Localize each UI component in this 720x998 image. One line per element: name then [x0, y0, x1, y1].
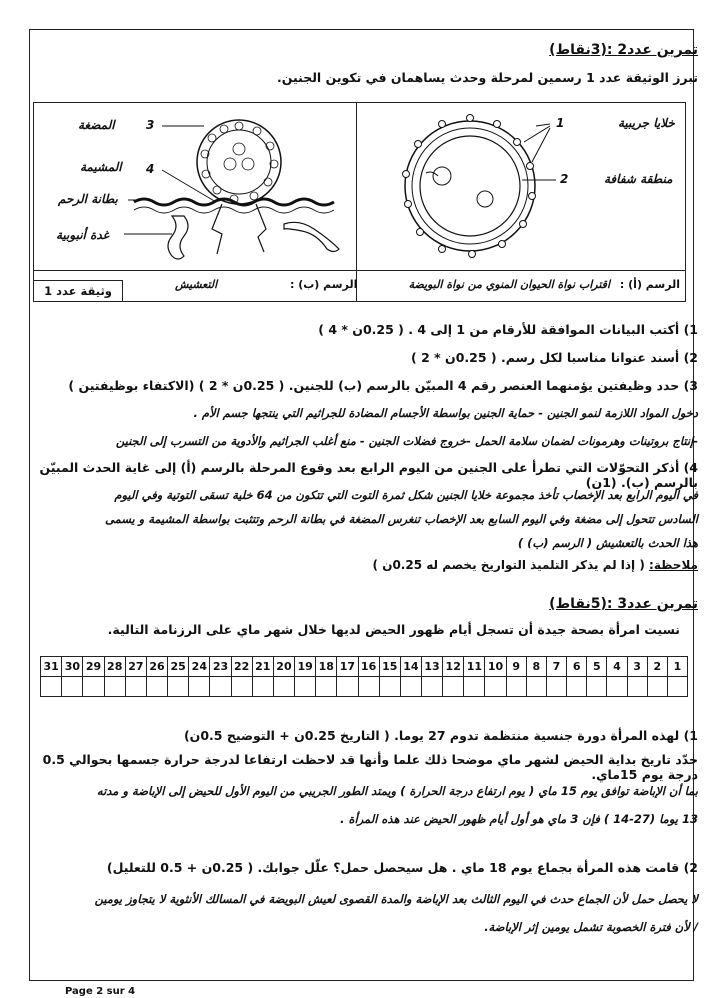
calendar-day-3: 3	[627, 657, 647, 677]
calendar-day-17: 17	[337, 657, 358, 677]
calendar-cell-12[interactable]	[443, 677, 464, 697]
calendar-cell-24[interactable]	[189, 677, 210, 697]
calendar-day-11: 11	[464, 657, 485, 677]
calendar-day-7: 7	[546, 657, 566, 677]
label-zona-pellucida: منطقة شفافة	[604, 172, 673, 186]
caption-a-text: اقتراب نواة الحيوان المنوي من نواة البويضة	[408, 278, 610, 291]
calendar-day-20: 20	[273, 657, 294, 677]
calendar-cell-28[interactable]	[104, 677, 125, 697]
calendar-cell-23[interactable]	[210, 677, 231, 697]
calendar-cell-25[interactable]	[168, 677, 189, 697]
ex3-answer-1-line-2: 13 يوما (27-14 ) فإن 3 ماي هو أول أيام ظهور الحيض عند هذه المرأة .	[340, 812, 698, 826]
calendar-day-29: 29	[83, 657, 104, 677]
calendar-day-25: 25	[168, 657, 189, 677]
ex3-answer-2-line-2: / لأن فترة الخصوبة تشمل يومين إثر الإباضة.	[484, 920, 698, 934]
label-number-3: 3	[146, 118, 155, 132]
ex2-note	[373, 558, 698, 572]
calendar-cell-2[interactable]	[647, 677, 667, 697]
calendar-cell-22[interactable]	[231, 677, 252, 697]
calendar-cell-20[interactable]	[273, 677, 294, 697]
calendar-day-31: 31	[41, 657, 62, 677]
calendar-blank-row	[41, 677, 688, 697]
may-calendar	[40, 656, 688, 697]
ex2-answer-4-line-2: السادس تتحول إلى مضغة وفي اليوم السابع بعد الإخصاب تنغرس المضغة في بطانة الرحم وتتثبت بواسطة المشيمة و يسمى	[104, 512, 698, 526]
ex2-question-2: 2) أسند عنوانا مناسبا لكل رسم. ( 0.25ن * 2 )	[411, 350, 698, 365]
calendar-day-16: 16	[358, 657, 379, 677]
ex3-question-1-cont: حدّد تاريخ بداية الحيض لشهر ماي موضحا ذلك علما وأنها قد لاحظت ارتفاعا لدرجة حرارة جسمها بحوالي 0.5 درجة يوم 15ماي.	[42, 752, 698, 782]
ex2-answer-3-line-1: دخول المواد اللازمة لنمو الجنين - حماية الجنين بواسطة الأجسام المضادة للجراثيم التي ينتجها جسم الأم .	[193, 406, 698, 420]
caption-a-prefix: الرسم (أ) :	[619, 278, 680, 291]
calendar-cell-19[interactable]	[295, 677, 316, 697]
calendar-cell-14[interactable]	[400, 677, 421, 697]
exercise-2-title: تمرين عدد2 :(3نقاط)	[549, 42, 698, 58]
calendar-cell-31[interactable]	[41, 677, 62, 697]
calendar-day-5: 5	[587, 657, 607, 677]
calendar-day-23: 23	[210, 657, 231, 677]
caption-divider	[33, 270, 686, 271]
calendar-day-22: 22	[231, 657, 252, 677]
calendar-day-13: 13	[421, 657, 442, 677]
ex2-question-4: 4) أذكر التحوّلات التي تطرأ على الجنين من اليوم الرابع بعد وقوع المرحلة بالرسم (أ) إلى غاية الحدث المبيّن بالرسم (ب). (1ن)	[39, 460, 698, 490]
calendar-day-1: 1	[667, 657, 687, 677]
calendar-cell-21[interactable]	[252, 677, 273, 697]
calendar-day-2: 2	[647, 657, 667, 677]
calendar-cell-26[interactable]	[146, 677, 167, 697]
calendar-day-9: 9	[506, 657, 526, 677]
ex3-answer-1-line-1: بما أن الإباضة توافق يوم 15 ماي ( يوم ارتفاع درجة الحرارة ) ويمتد الطور الجريبي من اليوم الأول للحيض إلى الإباضة و مدته	[96, 784, 698, 798]
exercise-3-intro: نسيت امرأة بصحة جيدة أن تسجل أيام ظهور الحيض لديها خلال شهر ماي على الرزنامة التالية.	[107, 622, 680, 637]
exercise-3-title: تمرين عدد3 :(5نقاط)	[549, 596, 698, 612]
calendar-day-18: 18	[316, 657, 337, 677]
calendar-day-19: 19	[295, 657, 316, 677]
label-follicle-cells: خلايا جريبية	[618, 116, 675, 130]
calendar-cell-7[interactable]	[546, 677, 566, 697]
ex2-question-1: 1) أكتب البيانات الموافقة للأرقام من 1 إلى 4 . ( 0.25ن * 4 )	[318, 322, 698, 337]
calendar-day-21: 21	[252, 657, 273, 677]
label-number-2: 2	[560, 172, 569, 186]
label-uterine-lining: بطانة الرحم	[58, 192, 118, 206]
ex2-question-3: 3) حدد وظيفتين يؤمنهما العنصر رقم 4 المبيّن بالرسم (ب) للجنين. ( 0.25ن * 2 ) (الاكتفاء بوظيفتين )	[68, 378, 698, 393]
label-placenta: المشيمة	[80, 160, 122, 174]
calendar-cell-11[interactable]	[464, 677, 485, 697]
calendar-day-27: 27	[125, 657, 146, 677]
ex3-answer-2-line-1: لا يحصل حمل لأن الجماع حدث في اليوم الثالث بعد الإباضة والمدة القصوى لعيش البويضة في المسالك الأنثوية لا يتجاوز يومين	[94, 892, 698, 906]
calendar-cell-8[interactable]	[526, 677, 546, 697]
calendar-day-15: 15	[379, 657, 400, 677]
label-tubular-gland: غدة أنبوبية	[56, 228, 109, 242]
calendar-cell-30[interactable]	[62, 677, 83, 697]
calendar-cell-10[interactable]	[485, 677, 506, 697]
calendar-day-14: 14	[400, 657, 421, 677]
calendar-day-8: 8	[526, 657, 546, 677]
calendar-cell-3[interactable]	[627, 677, 647, 697]
calendar-cell-17[interactable]	[337, 677, 358, 697]
ex2-answer-4-line-3: هذا الحدث بالتعشيش ( الرسم (ب) )	[517, 536, 698, 550]
label-number-4: 4	[146, 162, 155, 176]
ex3-question-2: 2) قامت هذه المرأة بجماع يوم 18 ماي . هل سيحصل حمل؟ علّل جوابك. ( 0.25ن + 0.5 للتعليل)	[106, 860, 698, 875]
calendar-cell-27[interactable]	[125, 677, 146, 697]
ex2-answer-3-line-2: -إنتاج بروتينات وهرمونات لضمان سلامة الحمل -خروج فضلات الجنين - منع أغلب الجراثيم والأدوية من التسرب إلى الجنين	[115, 434, 698, 448]
caption-b-prefix: الرسم (ب) :	[290, 278, 358, 291]
calendar-day-6: 6	[567, 657, 587, 677]
calendar-day-30: 30	[62, 657, 83, 677]
calendar-day-26: 26	[146, 657, 167, 677]
calendar-day-4: 4	[607, 657, 627, 677]
calendar-cell-29[interactable]	[83, 677, 104, 697]
document-1-label: وثيقة عدد 1	[33, 280, 123, 302]
calendar-day-28: 28	[104, 657, 125, 677]
calendar-cell-9[interactable]	[506, 677, 526, 697]
ex2-answer-4-line-1: في اليوم الرابع بعد الإخصاب تأخذ مجموعة خلايا الجنين شكل ثمرة التوت التي تتكون من 64 خلية تسقى التوتية وفي اليوم	[114, 488, 698, 502]
calendar-days-row	[41, 657, 688, 677]
page-footer: Page 2 sur 4	[65, 986, 136, 997]
document-divider	[356, 102, 357, 302]
calendar-day-10: 10	[485, 657, 506, 677]
ex2-note-label: ملاحظة:	[649, 558, 698, 572]
calendar-cell-4[interactable]	[607, 677, 627, 697]
ex3-question-1: 1) لهذه المرأة دورة جنسية منتظمة تدوم 27 يوما. ( التاريخ 0.25ن + التوضيح 0.5ن)	[183, 728, 698, 743]
calendar-cell-1[interactable]	[667, 677, 687, 697]
label-number-1: 1	[556, 116, 565, 130]
calendar-cell-16[interactable]	[358, 677, 379, 697]
calendar-cell-6[interactable]	[567, 677, 587, 697]
calendar-day-24: 24	[189, 657, 210, 677]
calendar-cell-13[interactable]	[421, 677, 442, 697]
calendar-cell-5[interactable]	[587, 677, 607, 697]
calendar-cell-18[interactable]	[316, 677, 337, 697]
label-embryo: المضغة	[78, 118, 115, 132]
ex2-note-text: ( إذا لم يذكر التلميذ التواريخ يخصم له 0.25ن )	[372, 558, 645, 572]
calendar-day-12: 12	[443, 657, 464, 677]
calendar-cell-15[interactable]	[379, 677, 400, 697]
caption-b-text: التعشيش	[175, 278, 218, 291]
exercise-2-intro: تبرز الوثيقة عدد 1 رسمين لمرحلة وحدث يساهمان في تكوين الجنين.	[277, 70, 698, 85]
